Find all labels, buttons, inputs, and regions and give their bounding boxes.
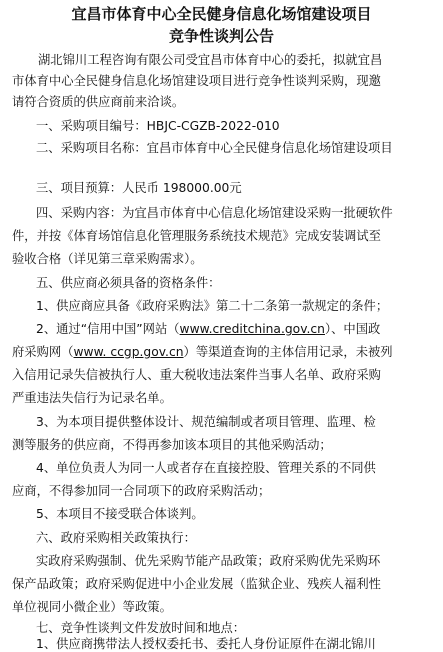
requirement-2-line-3: 入信用记录失信被执行人、重大税收违法案件当事人名单、政府采购	[12, 368, 381, 382]
requirement-2-line-1	[36, 321, 380, 337]
distribution-heading: 七、竞争性谈判文件发放时间和地点：	[36, 621, 246, 635]
requirement-2-text-d: ）等渠道查询的主体信用记录，未被列	[183, 345, 393, 359]
ccgp-link[interactable]: www. ccgp.gov.cn	[73, 345, 184, 359]
intro-line-1: 湖北锦川工程咨询有限公司受宜昌市体育中心的委托，拟就宜昌	[38, 53, 383, 67]
policy-line-2: 保产品政策；政府采购促进中小企业发展（监狱企业、残疾人福利性	[12, 577, 381, 591]
project-name: 二、采购项目名称：宜昌市体育中心全民健身信息化场馆建设项目	[36, 141, 393, 155]
page-subtitle: 竞争性谈判公告	[168, 27, 274, 45]
requirement-3-line-1: 3、为本项目提供整体设计、规范编制或者项目管理、监理、检	[36, 415, 376, 429]
requirement-2-text-a: 2、通过“信用中国”网站（	[36, 322, 180, 336]
procurement-content-line-1: 四、采购内容：为宜昌市体育中心信息化场馆建设采购一批硬软件	[36, 206, 393, 220]
requirement-2-line-2	[12, 344, 393, 360]
policy-heading: 六、政府采购相关政策执行：	[36, 531, 196, 545]
policy-line-3: 单位视同小微企业）等政策。	[12, 600, 172, 614]
procurement-content-line-3: 验收合格（详见第三章采购需求）。	[12, 252, 203, 266]
page-title: 宜昌市体育中心全民健身信息化场馆建设项目	[71, 5, 372, 23]
requirement-4-line-2: 应商，不得参加同一合同项下的政府采购活动；	[12, 484, 271, 498]
requirement-3-line-2: 测等服务的供应商，不得再参加该本项目的其他采购活动；	[12, 438, 332, 452]
creditchina-link[interactable]: www.creditchina.gov.cn	[179, 322, 325, 336]
policy-line-1: 实政府采购强制、优先采购节能产品政策；政府采购优先采购环	[36, 554, 381, 568]
distribution-line-1: 1、供应商携带法人授权委托书、委托人身份证原件在湖北锦川	[36, 637, 376, 651]
requirement-5: 5、本项目不接受联合体谈判。	[36, 507, 204, 521]
qualification-heading: 五、供应商必须具备的资格条件：	[36, 276, 221, 290]
requirement-2-text-b: ）、中国政	[324, 322, 381, 336]
requirement-4-line-1: 4、单位负责人为同一人或者存在直接控股、管理关系的不同供	[36, 461, 376, 475]
requirement-1: 1、供应商应具备《政府采购法》第二十二条第一款规定的条件；	[36, 299, 389, 313]
intro-line-2: 市体育中心全民健身信息化场馆建设项目进行竞争性谈判采购，现邀	[12, 74, 381, 88]
project-budget: 三、项目预算：人民币 198000.00元	[36, 181, 242, 195]
project-number: 一、采购项目编号：HBJC-CGZB-2022-010	[36, 119, 280, 133]
requirement-2-line-4: 严重违法失信行为记录名单。	[12, 391, 172, 405]
procurement-content-line-2: 件，并按《体育场馆信息化管理服务系统技术规范》完成安装调试至	[12, 229, 381, 243]
intro-line-3: 请符合资质的供应商前来洽谈。	[12, 95, 185, 109]
requirement-2-text-c: 府采购网（	[12, 345, 74, 359]
